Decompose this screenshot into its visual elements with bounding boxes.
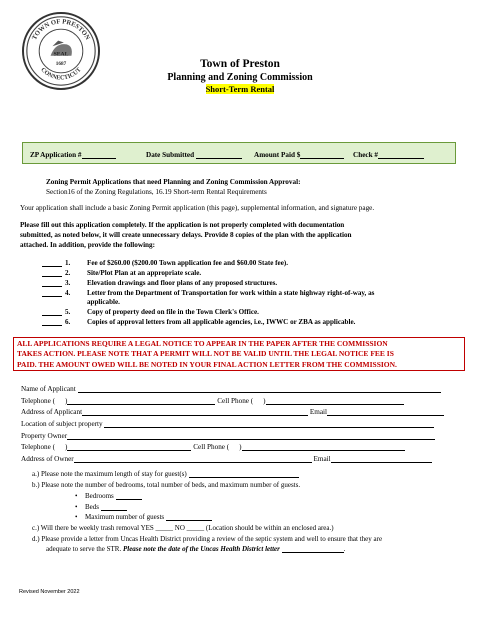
legal-notice-line-1: ALL APPLICATIONS REQUIRE A LEGAL NOTICE TO APPEAR IN THE PAPER AFTER THE COMMISSION xyxy=(17,339,388,348)
property-location-input[interactable] xyxy=(104,419,434,428)
date-submitted-label: Date Submitted xyxy=(146,151,195,159)
max-guests-input[interactable] xyxy=(166,513,212,521)
applicant-cell-input[interactable] xyxy=(266,396,404,405)
amount-paid-label: Amount Paid $ xyxy=(254,151,301,159)
checklist-item: 1. Fee of $260.00 ($200.00 Town application fee and $60.00 State fee). xyxy=(42,259,288,267)
check-number-blank[interactable] xyxy=(378,150,424,159)
question-d-line-1: d.) Please provide a letter from Uncas Health District providing a review of the septic system and well to ensure that they are xyxy=(32,535,383,543)
seal-top-text: TOWN OF PRESTON xyxy=(31,18,91,42)
applicant-name-field: Name of Applicant xyxy=(21,384,441,393)
owner-address-row: Address of Owner Email xyxy=(21,454,432,463)
legal-notice-line-3: PAID. THE AMOUNT OWED WILL BE NOTED IN YOUR FINAL ACTION LETTER FROM THE COMMISSION. xyxy=(17,359,397,369)
checklist-blank[interactable] xyxy=(42,279,62,287)
zp-application-blank[interactable] xyxy=(82,150,116,159)
commission-title: Planning and Zoning Commission xyxy=(167,72,313,83)
check-number-field[interactable] xyxy=(353,150,424,159)
applicant-email-input[interactable] xyxy=(327,407,444,416)
legal-notice-line-2: TAKES ACTION. PLEASE NOTE THAT A PERMIT WILL NOT BE VALID UNTIL THE LEGAL NOTICE FEE IS xyxy=(17,349,394,359)
bedrooms-item: • Bedrooms xyxy=(85,492,142,500)
amount-paid-field[interactable] xyxy=(254,150,344,159)
question-b: b.) Please note the number of bedrooms, total number of beds, and maximum number of guests. xyxy=(32,481,301,489)
seal-bottom-text: CONNECTICUT xyxy=(39,66,83,82)
checklist-item: 5. Copy of property deed on file in the Town Clerk's Office. xyxy=(42,308,259,316)
owner-email-input[interactable] xyxy=(331,454,432,463)
question-a: a.) Please note the maximum length of stay for guest(s) xyxy=(32,470,299,478)
question-d-line-2: adequate to serve the STR. Please note the date of the Uncas Health District letter . xyxy=(46,545,346,553)
checklist-blank[interactable] xyxy=(42,269,62,277)
owner-cell-input[interactable] xyxy=(242,442,405,451)
form-type-title xyxy=(0,84,480,94)
form-type-highlight: Short-Term Rental xyxy=(205,84,275,94)
checklist-item-continued: applicable. xyxy=(87,298,120,306)
checklist-item: 2. Site/Plot Plan at an appropriate scale. xyxy=(42,269,201,277)
bedrooms-input[interactable] xyxy=(116,492,142,500)
owner-telephone-input[interactable] xyxy=(67,442,191,451)
town-title: Town of Preston xyxy=(200,58,280,70)
applicant-telephone-input[interactable] xyxy=(67,396,215,405)
svg-text:TOWN OF PRESTON xyxy=(31,18,91,41)
checklist-item: 4. Letter from the Department of Transportation for work within a state highway right-of-way, as xyxy=(42,289,374,297)
max-stay-input[interactable] xyxy=(189,470,299,478)
seal-year: 1687 xyxy=(55,61,67,68)
application-requirement: Your application shall include a basic Zoning Permit application (this page), supplemental information, and signature page. xyxy=(20,204,375,212)
instructions-line-1: Please fill out this application completely. If the application is not properly completed with documentation xyxy=(20,221,345,229)
uncas-letter-date-input[interactable] xyxy=(282,545,344,553)
checklist-blank[interactable] xyxy=(42,259,62,267)
applicant-phone-row: Telephone ( ) Cell Phone ( ) xyxy=(21,396,404,405)
owner-phone-row: Telephone ( ) Cell Phone ( ) xyxy=(21,442,405,451)
checklist-blank[interactable] xyxy=(42,308,62,316)
property-owner-input[interactable] xyxy=(67,431,435,440)
applicant-address-input[interactable] xyxy=(82,407,308,416)
property-location-row: Location of subject property xyxy=(21,419,434,428)
zp-application-field[interactable] xyxy=(30,150,116,159)
date-submitted-field[interactable] xyxy=(146,150,242,159)
legal-notice-box xyxy=(13,337,465,371)
property-owner-row: Property Owner xyxy=(21,431,435,440)
amount-paid-blank[interactable] xyxy=(300,150,344,159)
check-number-label: Check # xyxy=(353,151,378,159)
checklist-item: 3. Elevation drawings and floor plans of any proposed structures. xyxy=(42,279,277,287)
max-guests-item: • Maximum number of guests xyxy=(85,513,212,521)
uncas-letter-date-prompt: Please note the date of the Uncas Health District letter xyxy=(122,545,280,553)
question-c: c.) Will there be weekly trash removal YES _____ NO _____ (Location should be within an enclosed area.) xyxy=(32,524,334,532)
owner-address-input[interactable] xyxy=(74,454,312,463)
regulation-subheading: Section16 of the Zoning Regulations, 16.19 Short-term Rental Requirements xyxy=(46,188,267,196)
checklist-blank[interactable] xyxy=(42,318,62,326)
approval-heading: Zoning Permit Applications that need Planning and Zoning Commission Approval: xyxy=(46,178,301,186)
instructions-line-2: submitted, as noted below, it will create unnecessary delays. Provide 8 copies of the plan with the application xyxy=(20,231,352,239)
applicant-address-row: Address of Applicant Email xyxy=(21,407,444,416)
application-info-box xyxy=(22,142,456,164)
beds-input[interactable] xyxy=(101,503,127,511)
applicant-name-input[interactable] xyxy=(78,384,441,393)
seal-center-text: SEAL xyxy=(53,51,69,58)
revision-date: Revised November 2022 xyxy=(19,589,80,595)
checklist-blank[interactable] xyxy=(42,289,62,297)
instructions-line-3: attached. In addition, provide the following: xyxy=(20,241,156,249)
beds-item: • Beds xyxy=(85,503,127,511)
checklist-item: 6. Copies of approval letters from all applicable agencies, i.e., IWWC or ZBA as applicable. xyxy=(42,318,355,326)
zp-application-label: ZP Application # xyxy=(30,151,82,159)
date-submitted-blank[interactable] xyxy=(196,150,242,159)
